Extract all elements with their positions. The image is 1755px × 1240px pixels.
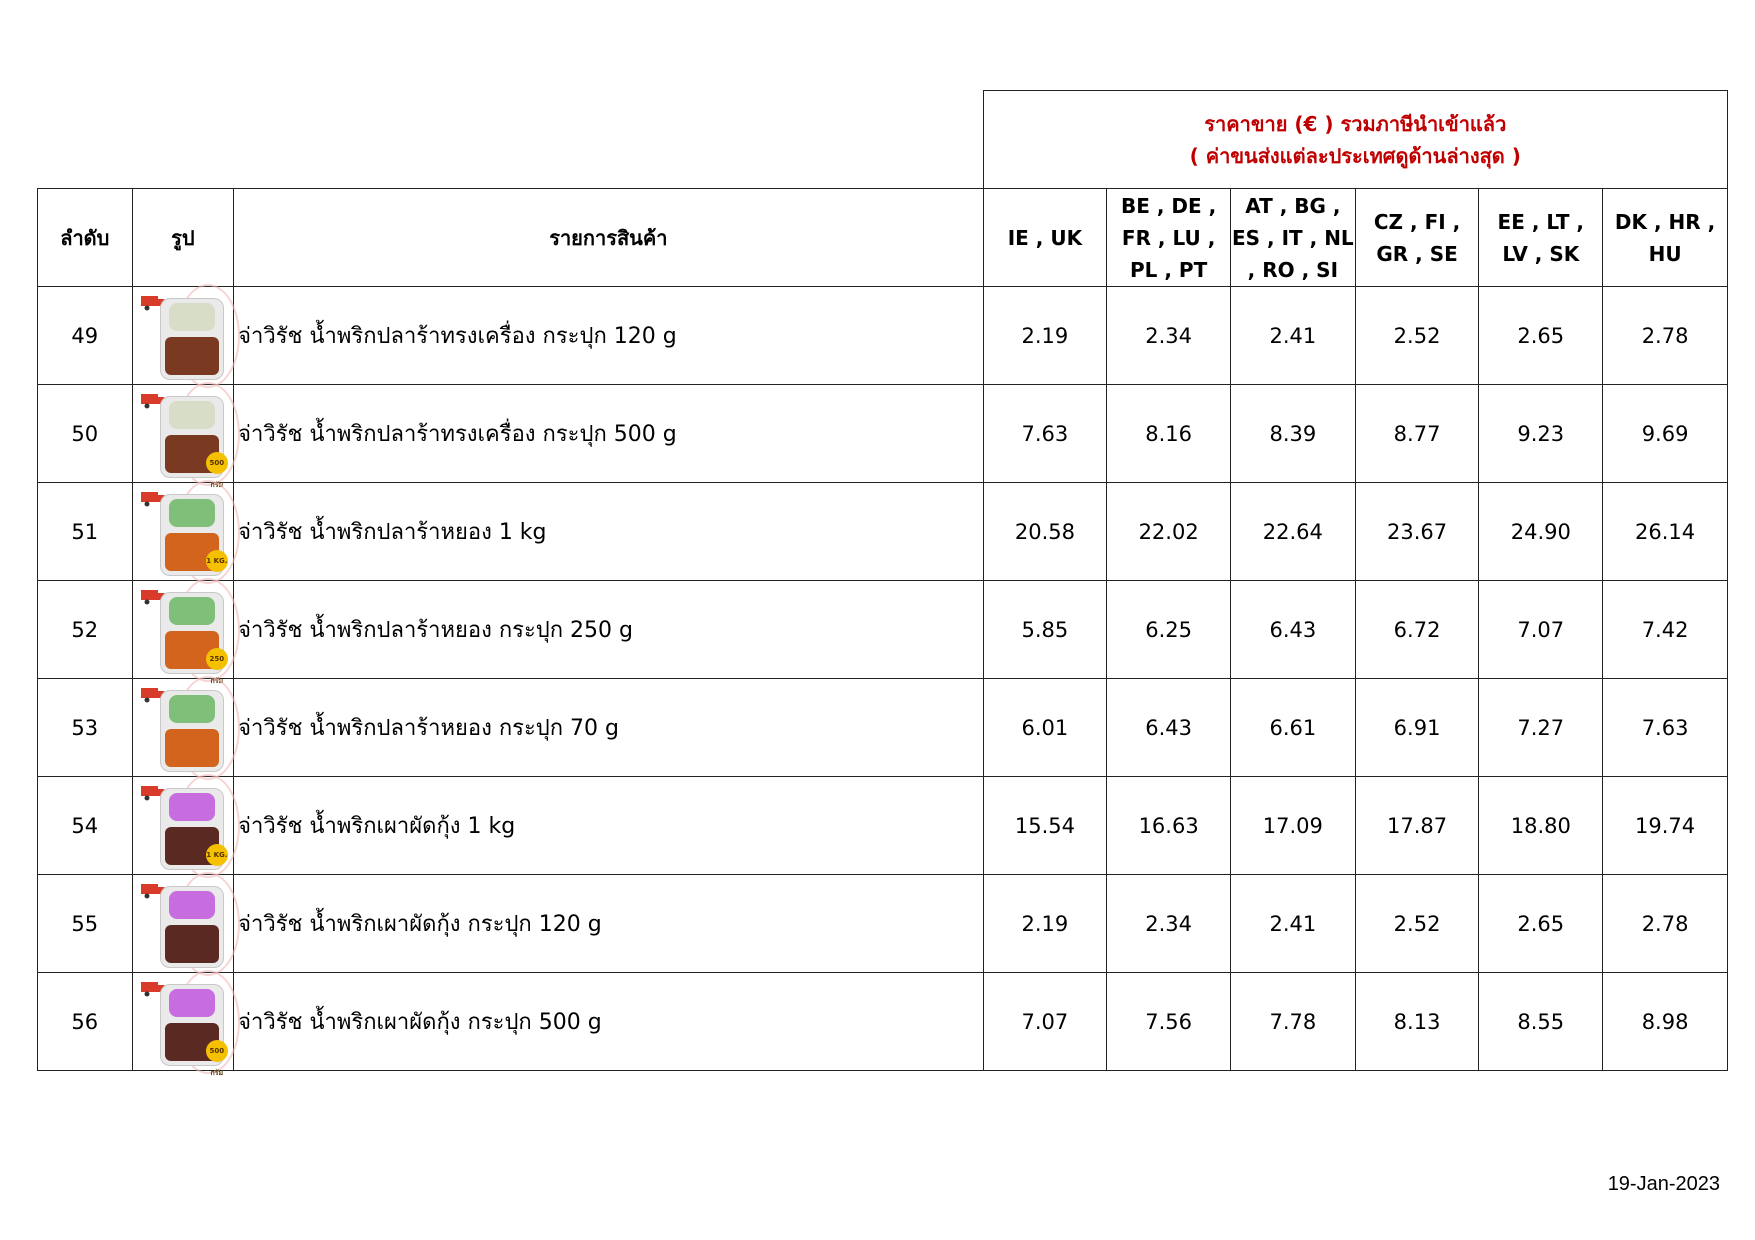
- price-cell: 7.42: [1603, 581, 1728, 679]
- product-image-cell: [132, 777, 234, 875]
- product-name: จ่าวิรัช น้ำพริกเผาผัดกุ้ง กระปุก 500 g: [234, 973, 983, 1071]
- product-name: จ่าวิรัช น้ำพริกปลาร้าทรงเครื่อง กระปุก 500 g: [234, 385, 983, 483]
- product-image: [136, 388, 230, 489]
- product-image: [136, 682, 230, 774]
- price-cell: 2.19: [983, 287, 1107, 385]
- col-header-region-line: DK , HR ,: [1614, 209, 1716, 234]
- footer-date: 19-Jan-2023: [1607, 1173, 1720, 1195]
- size-badge: 1 KG.: [206, 844, 228, 866]
- price-cell: 6.61: [1230, 679, 1355, 777]
- product-image: [136, 976, 230, 1077]
- price-cell: 2.78: [1603, 875, 1728, 973]
- tub-lid: [169, 793, 215, 821]
- product-name: จ่าวิรัช น้ำพริกปลาร้าทรงเครื่อง กระปุก 120 g: [234, 287, 983, 385]
- product-name: จ่าวิรัช น้ำพริกปลาร้าหยอง กระปุก 70 g: [234, 679, 983, 777]
- price-cell: 26.14: [1603, 483, 1728, 581]
- col-header-region-line: LV , SK: [1502, 241, 1580, 266]
- tub-lid: [169, 891, 215, 919]
- size-badge: 500 กรัม: [206, 1040, 228, 1062]
- product-image-cell: [132, 483, 234, 581]
- price-cell: 6.43: [1230, 581, 1355, 679]
- product-tub: [160, 690, 224, 772]
- col-header-region-line: BE , DE ,: [1120, 193, 1217, 218]
- price-cell: 8.98: [1603, 973, 1728, 1071]
- price-cell: 7.07: [983, 973, 1107, 1071]
- price-table: [37, 90, 1728, 1077]
- col-header-product: รายการสินค้า: [234, 189, 983, 287]
- price-cell: 18.80: [1479, 777, 1603, 875]
- price-cell: 22.64: [1230, 483, 1355, 581]
- price-cell: 5.85: [983, 581, 1107, 679]
- price-cell: 7.63: [1603, 679, 1728, 777]
- price-cell: 8.77: [1355, 385, 1479, 483]
- product-tub: [160, 298, 224, 380]
- price-header-line2: ( ค่าขนส่งแต่ละประเทศดูด้านล่างสุด ): [1189, 143, 1521, 168]
- price-cell: 19.74: [1603, 777, 1728, 875]
- row-number: 52: [38, 581, 133, 679]
- price-cell: 8.39: [1230, 385, 1355, 483]
- size-badge: 1 KG.: [206, 550, 228, 572]
- price-cell: 8.13: [1355, 973, 1479, 1071]
- col-header-region-2: [1107, 189, 1231, 287]
- price-cell: 6.01: [983, 679, 1107, 777]
- tub-lid: [169, 989, 215, 1017]
- price-cell: 7.78: [1230, 973, 1355, 1071]
- table-row: [38, 581, 1728, 679]
- col-header-region-6: [1603, 189, 1728, 287]
- col-header-order: ลำดับ: [38, 189, 133, 287]
- col-header-region-line: IE , UK: [1007, 225, 1083, 250]
- price-cell: 2.41: [1230, 287, 1355, 385]
- price-cell: 7.56: [1107, 973, 1231, 1071]
- product-image: [136, 584, 230, 685]
- tub-lid: [169, 499, 215, 527]
- price-cell: 2.52: [1355, 875, 1479, 973]
- price-cell: 6.91: [1355, 679, 1479, 777]
- table-row: [38, 679, 1728, 777]
- row-number: 51: [38, 483, 133, 581]
- price-cell: 2.65: [1479, 875, 1603, 973]
- product-image: [136, 290, 230, 382]
- row-number: 50: [38, 385, 133, 483]
- size-badge: 500 กรัม: [206, 452, 228, 474]
- price-cell: 8.16: [1107, 385, 1231, 483]
- price-cell: 2.52: [1355, 287, 1479, 385]
- col-header-region-3: [1230, 189, 1355, 287]
- product-name: จ่าวิรัช น้ำพริกปลาร้าหยอง 1 kg: [234, 483, 983, 581]
- price-cell: 8.55: [1479, 973, 1603, 1071]
- product-name: จ่าวิรัช น้ำพริกเผาผัดกุ้ง 1 kg: [234, 777, 983, 875]
- price-cell: 17.87: [1355, 777, 1479, 875]
- tub-lid: [169, 597, 215, 625]
- product-tub: [160, 886, 224, 968]
- price-cell: 9.69: [1603, 385, 1728, 483]
- product-image-cell: [132, 287, 234, 385]
- price-cell: 2.78: [1603, 287, 1728, 385]
- price-cell: 7.07: [1479, 581, 1603, 679]
- table-row: [38, 483, 1728, 581]
- row-number: 55: [38, 875, 133, 973]
- product-image-cell: [132, 581, 234, 685]
- price-header: [983, 91, 1727, 189]
- price-cell: 2.19: [983, 875, 1107, 973]
- tub-lid: [169, 401, 215, 429]
- col-header-region-4: [1355, 189, 1479, 287]
- product-name: จ่าวิรัช น้ำพริกปลาร้าหยอง กระปุก 250 g: [234, 581, 983, 679]
- col-header-region-line: CZ , FI ,: [1373, 209, 1461, 234]
- table-row: [38, 777, 1728, 875]
- price-cell: 20.58: [983, 483, 1107, 581]
- price-cell: 2.34: [1107, 875, 1231, 973]
- price-cell: 6.43: [1107, 679, 1231, 777]
- row-number: 54: [38, 777, 133, 875]
- tub-lid: [169, 303, 215, 331]
- price-cell: 7.63: [983, 385, 1107, 483]
- product-image-cell: [132, 875, 234, 973]
- price-cell: 15.54: [983, 777, 1107, 875]
- table-row: [38, 973, 1728, 1071]
- price-cell: 17.09: [1230, 777, 1355, 875]
- price-cell: 22.02: [1107, 483, 1231, 581]
- price-cell: 2.65: [1479, 287, 1603, 385]
- price-cell: 24.90: [1479, 483, 1603, 581]
- product-image: [136, 878, 230, 970]
- tub-contents: [165, 925, 219, 963]
- product-image: [136, 486, 230, 578]
- product-image-cell: [132, 385, 234, 489]
- tub-contents: [165, 729, 219, 767]
- product-image: [136, 780, 230, 872]
- price-cell: 7.27: [1479, 679, 1603, 777]
- price-cell: 9.23: [1479, 385, 1603, 483]
- col-header-region-line: HU: [1648, 241, 1682, 266]
- product-image-cell: [132, 973, 234, 1077]
- row-number: 53: [38, 679, 133, 777]
- price-cell: 2.41: [1230, 875, 1355, 973]
- col-header-region-line: AT , BG ,: [1245, 193, 1341, 218]
- col-header-region-line: FR , LU ,: [1121, 225, 1216, 250]
- table-row: [38, 385, 1728, 483]
- col-header-region-1: [983, 189, 1107, 287]
- row-number: 56: [38, 973, 133, 1071]
- column-header-row: [38, 189, 1728, 287]
- price-cell: 16.63: [1107, 777, 1231, 875]
- price-cell: 23.67: [1355, 483, 1479, 581]
- col-header-region-line: , RO , SI: [1247, 257, 1339, 282]
- price-header-line1: ราคาขาย (€ ) รวมภาษีนำเข้าแล้ว: [1204, 111, 1507, 136]
- price-cell: 2.34: [1107, 287, 1231, 385]
- table-row: [38, 287, 1728, 385]
- col-header-region-5: [1479, 189, 1603, 287]
- tub-lid: [169, 695, 215, 723]
- col-header-region-line: PL , PT: [1130, 257, 1208, 282]
- col-header-region-line: GR , SE: [1376, 241, 1458, 266]
- product-name: จ่าวิรัช น้ำพริกเผาผัดกุ้ง กระปุก 120 g: [234, 875, 983, 973]
- blank-corner: [38, 91, 984, 189]
- price-cell: 6.72: [1355, 581, 1479, 679]
- size-badge: 250 กรัม: [206, 648, 228, 670]
- table-row: [38, 875, 1728, 973]
- row-number: 49: [38, 287, 133, 385]
- col-header-region-line: EE , LT ,: [1497, 209, 1585, 234]
- product-image-cell: [132, 679, 234, 777]
- tub-contents: [165, 337, 219, 375]
- col-header-picture: รูป: [132, 189, 234, 287]
- price-cell: 6.25: [1107, 581, 1231, 679]
- col-header-region-line: ES , IT , NL: [1232, 225, 1354, 250]
